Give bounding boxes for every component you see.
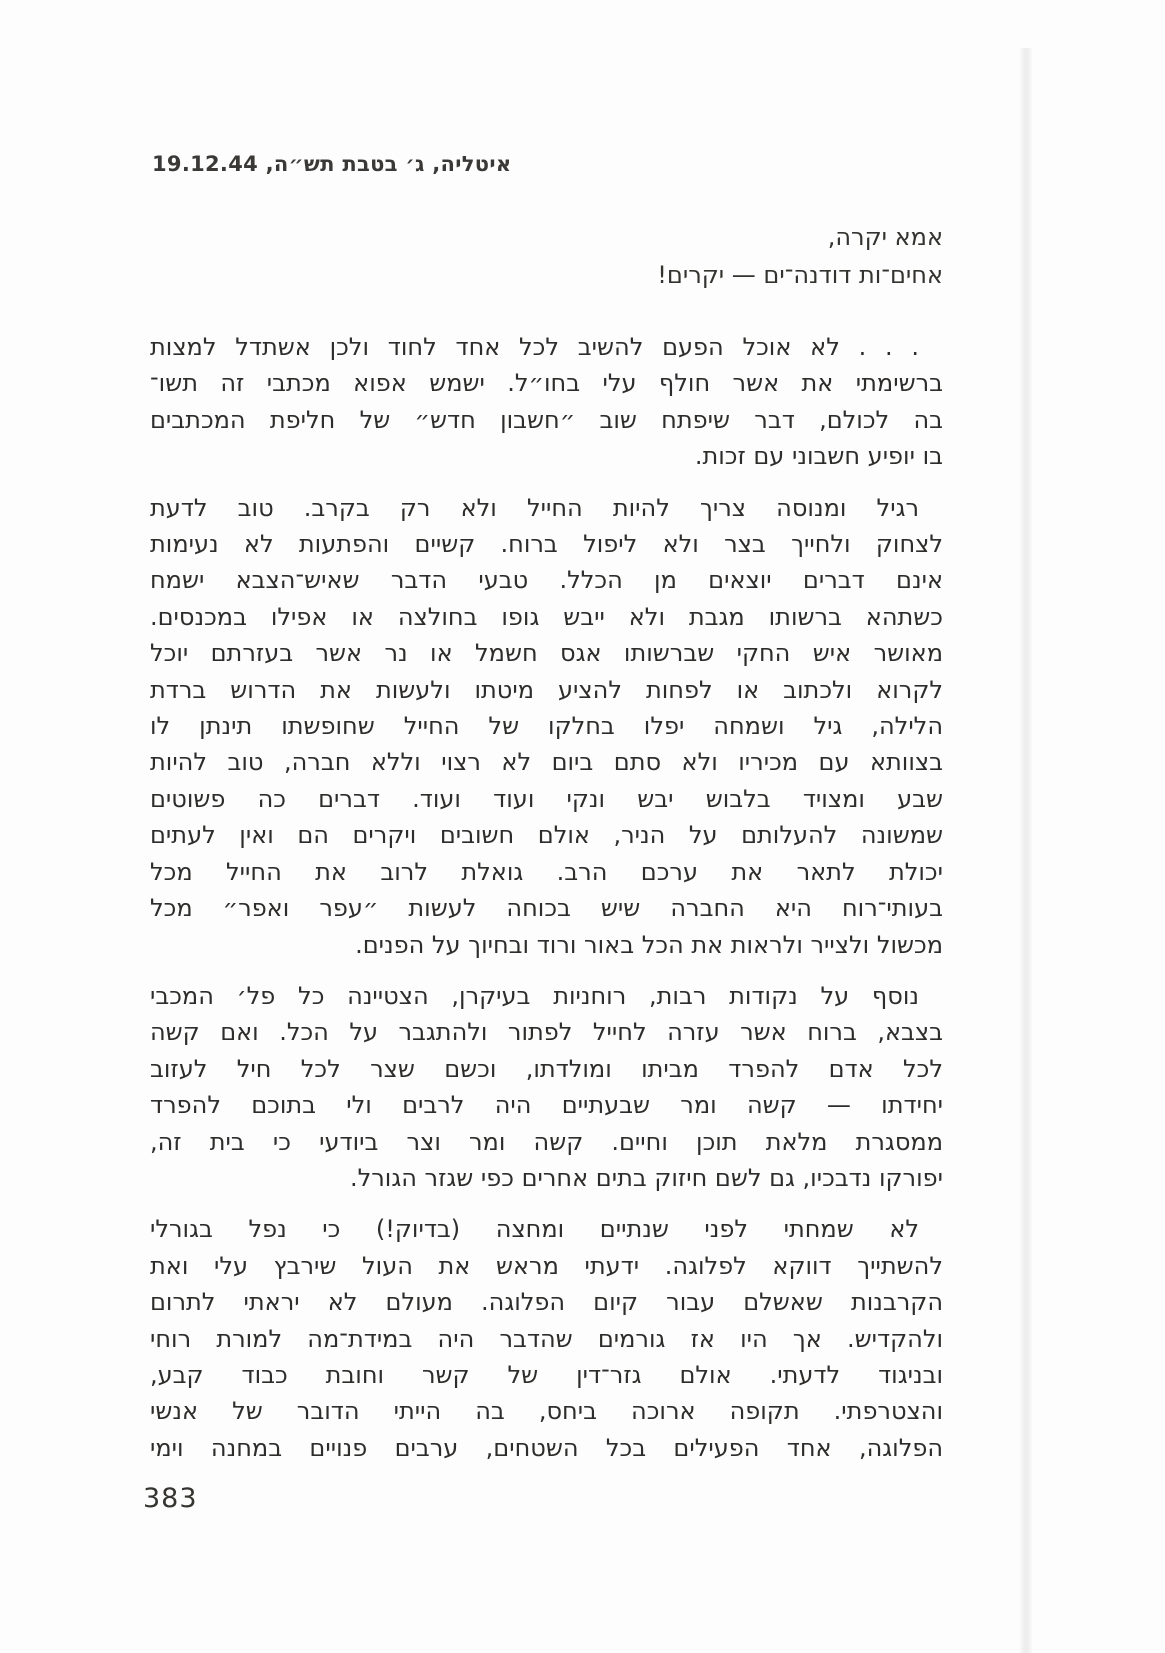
page-number: 383 [143, 1483, 198, 1514]
text-line: ולהקדיש. אך היו אז גורמים שהדבר היה במידת־מה למורת רוחי [150, 1324, 943, 1353]
letter-dateline: איטליה, ג׳ בטבת תש״ה, 19.12.44 [152, 152, 512, 176]
text-line: יכולת לתאר את ערכם הרב. גואלת לרוב את החייל מכל [150, 857, 943, 886]
text-line: בצוותא עם מכיריו ולא סתם ביום לא רצוי וללא חברה, טוב להיות [150, 748, 943, 777]
salutation-line-mother: אמא יקרה, [827, 223, 943, 251]
text-line: בו יופיע חשבוני עם זכות. [694, 442, 943, 471]
salutation-line-siblings: אחים־ות דודנה־ים — יקרים! [657, 261, 943, 289]
paragraph [150, 490, 943, 963]
text-line: מכשול ולצייר ולראות את הכל באור ורוד ובחיוך על הפנים. [355, 930, 943, 959]
text-line: אינם דברים יוצאים מן הכלל. טבעי הדבר שאיש־הצבא ישמח [150, 566, 943, 595]
paragraph [150, 978, 943, 1196]
letter-body [150, 329, 943, 1481]
text-line: בה לכולם, דבר שיפתח שוב ״חשבון חדש״ של חליפת המכתבים [150, 405, 943, 434]
text-line: לצחוק ולחייך בצר ולא ליפול ברוח. קשיים והפתעות לא נעימות [150, 530, 943, 559]
text-line: לא שמחתי לפני שנתיים ומחצה (בדיוק!) כי נפל בגורלי [150, 1215, 919, 1244]
letter-salutation [657, 218, 943, 294]
text-line: והצטרפתי. תקופה ארוכה ביחס, בה הייתי הדובר של אנשי [150, 1397, 943, 1426]
text-line: רגיל ומנוסה צריך להיות החייל ולא רק בקרב. טוב לדעת [150, 493, 919, 522]
scan-edge-shadow [1019, 48, 1033, 1653]
paragraph [150, 1211, 943, 1466]
text-line: כשתהא ברשותו מגבת ולא ייבש גופו בחולצה או אפילו במכנסים. [150, 602, 943, 631]
paragraph [150, 329, 943, 475]
text-line: . . . לא אוכל הפעם להשיב לכל אחד לחוד ולכן אשתדל למצות [150, 333, 919, 361]
text-line: לקרוא ולכתוב או לפחות להציע מיטתו ולעשות את הדרוש ברדת [150, 675, 943, 704]
text-line: ברשימתי את אשר חולף עלי בחו״ל. ישמש אפוא מכתבי זה תשו־ [150, 369, 943, 398]
text-line: הקרבנות שאשלם עבור קיום הפלוגה. מעולם לא יראתי לתרום [150, 1288, 943, 1317]
text-line: בעותי־רוח היא החברה שיש בכוחה לעשות ״עפר ואפר״ מכל [150, 894, 943, 923]
text-line: נוסף על נקודות רבות, רוחניות בעיקרן, הצטיינה כל פל׳ המכבי [150, 981, 919, 1010]
text-line: שמשונה להעלותם על הניר, אולם חשובים ויקרים הם ואין לעתים [150, 821, 943, 850]
text-line: מאושר איש החקי שברשותו אגס חשמל או נר אשר בעזרתם יוכל [150, 639, 943, 668]
text-line: הלילה, גיל ושמחה יפלו בחלקו של החייל שחופשתו תינתן לו [150, 712, 943, 741]
text-line: ובניגוד לדעתי. אולם גזר־דין של קשר וחובת כבוד קבע, [150, 1360, 943, 1389]
text-line: להשתייך דווקא לפלוגה. ידעתי מראש את העול שירבץ עלי ואת [150, 1251, 943, 1280]
text-line: שבע ומצויד בלבוש יבש ונקי ועוד ועוד. דברים כה פשוטים [150, 784, 943, 813]
text-line: יפורקו נדבכיו, גם לשם חיזוק בתים אחרים כפי שגזר הגורל. [349, 1163, 943, 1192]
text-line: לכל אדם להפרד מביתו ומולדתו, וכשם שצר לכל חיל לעזוב [150, 1054, 943, 1083]
text-line: הפלוגה, אחד הפעילים בכל השטחים, ערבים פנויים במחנה וימי [150, 1433, 943, 1462]
text-line: ממסגרת מלאת תוכן וחיים. קשה ומר וצר ביודעי כי בית זה, [150, 1127, 943, 1156]
text-line: בצבא, ברוח אשר עזרה לחייל לפתור ולהתגבר על הכל. ואם קשה [150, 1018, 943, 1047]
text-line: יחידתו — קשה ומר שבעתיים היה לרבים ולי בתוכם להפרד [150, 1091, 943, 1120]
